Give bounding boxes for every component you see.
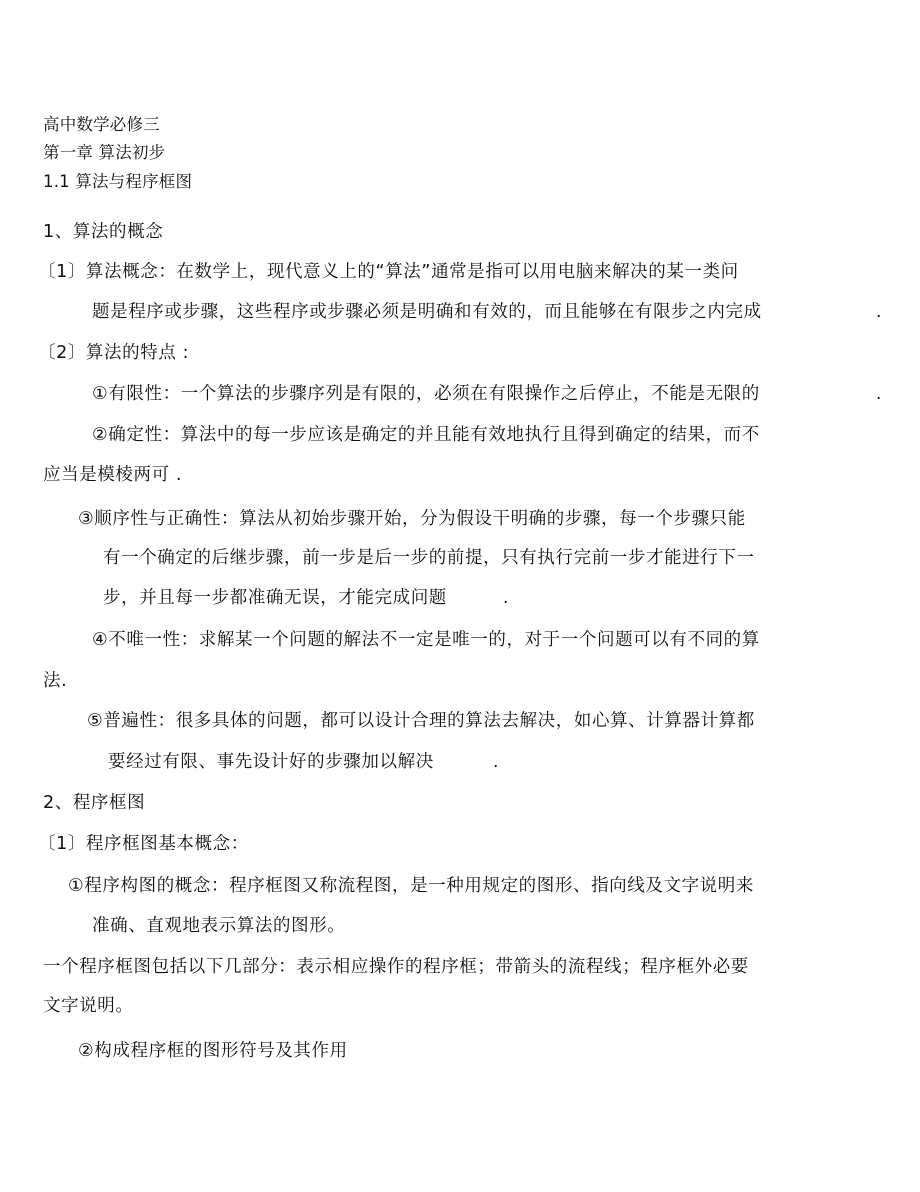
- concept-paragraph-line2: 题是程序或步骤，这些程序或步骤必须是明确和有效的，而且能够在有限步之内完成: [92, 302, 762, 322]
- flowchart-parts-line2: 文字说明。: [43, 996, 134, 1016]
- feature-finiteness: ①有限性：一个算法的步骤序列是有限的，必须在有限操作之后停止，不能是无限的: [92, 384, 760, 404]
- heading-flowchart: 2、程序框图: [43, 793, 146, 813]
- concept-paragraph-line1: 〔1〕算法概念：在数学上，现代意义上的“算法”通常是指可以用电脑来解决的某一类问: [38, 262, 739, 282]
- chapter-title: 第一章 算法初步: [43, 143, 166, 162]
- flowchart-symbols-heading: ②构成程序框的图形符号及其作用: [78, 1041, 348, 1061]
- feature-sequence-line2: 有一个确定的后继步骤，前一步是后一步的前提，只有执行完前一步才能进行下一: [103, 548, 755, 568]
- feature-sequence-line1: ③顺序性与正确性：算法从初始步骤开始，分为假设干明确的步骤，每一个步骤只能: [78, 509, 746, 529]
- flowchart-basic-concept-heading: 〔1〕程序框图基本概念：: [38, 834, 249, 854]
- flowchart-definition-line1: ①程序构图的概念：程序框图又称流程图，是一种用规定的图形、指向线及文字说明来: [68, 876, 754, 896]
- flowchart-definition-line2: 准确、直观地表示算法的图形。: [92, 916, 346, 936]
- flowchart-parts-line1: 一个程序框图包括以下几部分：表示相应操作的程序框；带箭头的流程线；程序框外必要: [43, 957, 749, 977]
- heading-algorithm-concept: 1、算法的概念: [43, 222, 164, 242]
- feature-universality-period: .: [493, 752, 499, 772]
- feature-nonuniqueness-line1: ④不唯一性：求解某一个问题的解法不一定是唯一的，对于一个问题可以有不同的算: [92, 630, 760, 650]
- feature-universality-line1: ⑤普遍性：很多具体的问题，都可以设计合理的算法去解决，如心算、计算器计算都: [87, 711, 755, 731]
- feature-nonuniqueness-line2: 法.: [43, 671, 68, 691]
- feature-definiteness-line1: ②确定性：算法中的每一步应该是确定的并且能有效地执行且得到确定的结果，而不: [92, 425, 760, 445]
- book-title: 高中数学必修三: [43, 115, 160, 134]
- concept-paragraph-period: .: [876, 302, 882, 322]
- feature-sequence-period: .: [503, 588, 509, 608]
- feature-definiteness-line2: 应当是模棱两可 .: [43, 465, 183, 485]
- feature-universality-line2: 要经过有限、事先设计好的步骤加以解决: [108, 752, 434, 772]
- section-title: 1.1 算法与程序框图: [43, 172, 193, 191]
- feature-finiteness-period: .: [876, 384, 882, 404]
- features-heading: 〔2〕算法的特点 :: [38, 343, 190, 363]
- feature-sequence-line3: 步，并且每一步都准确无误，才能完成问题: [103, 588, 447, 608]
